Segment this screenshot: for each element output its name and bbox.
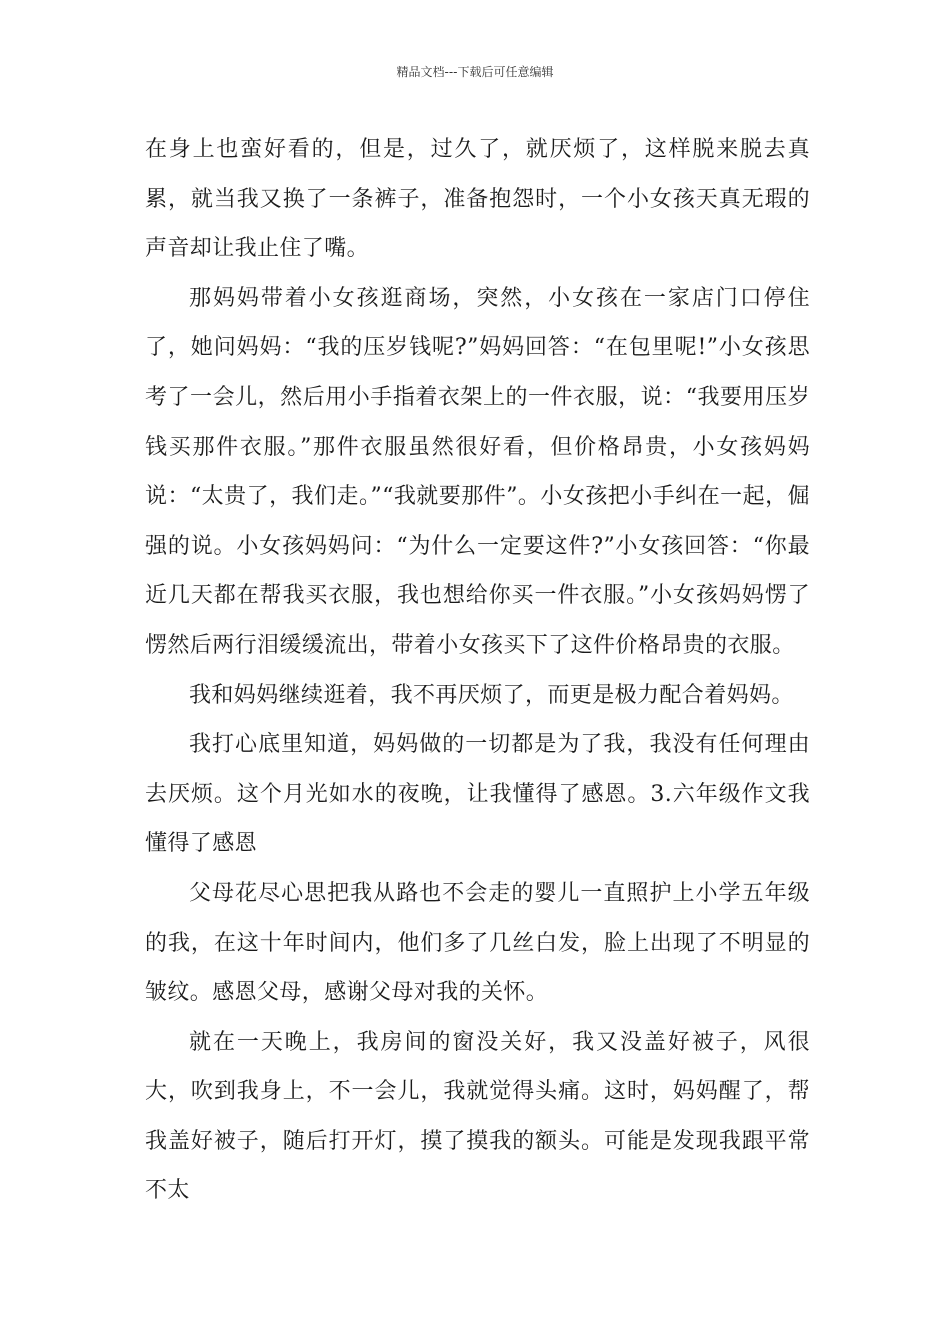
- document-body: [145, 125, 810, 1216]
- paragraph: 那妈妈带着小女孩逛商场，突然，小女孩在一家店门口停住了，她问妈妈：“我的压岁钱呢?”妈妈回答：“在包里呢!”小女孩思考了一会儿，然后用小手指着衣架上的一件衣服，说：“我要用压岁钱买那件衣服。”那件衣服虽然很好看，但价格昂贵，小女孩妈妈说：“太贵了，我们走。”“我就要那件”。小女孩把小手纠在一起，倔强的说。小女孩妈妈问：“为什么一定要这件?”小女孩回答：“你最近几天都在帮我买衣服，我也想给你买一件衣服。”小女孩妈妈愣了愣然后两行泪缓缓流出，带着小女孩买下了这件价格昂贵的衣服。: [145, 285, 810, 658]
- paragraph: 我打心底里知道，妈妈做的一切都是为了我，我没有任何理由去厌烦。这个月光如水的夜晚，让我懂得了感恩。3.六年级作文我懂得了感恩: [145, 732, 810, 857]
- paragraph: 在身上也蛮好看的，但是，过久了，就厌烦了，这样脱来脱去真累，就当我又换了一条裤子，准备抱怨时，一个小女孩天真无瑕的声音却让我止住了嘴。: [145, 137, 810, 262]
- paragraph: 我和妈妈继续逛着，我不再厌烦了，而更是极力配合着妈妈。: [189, 682, 794, 708]
- paragraph: 父母花尽心思把我从路也不会走的婴儿一直照护上小学五年级的我，在这十年时间内，他们多了几丝白发，脸上出现了不明显的皱纹。感恩父母，感谢父母对我的关怀。: [145, 880, 810, 1006]
- page-header: 精品文档---下载后可任意编辑: [396, 65, 554, 79]
- paragraph: 就在一天晚上，我房间的窗没关好，我又没盖好被子，风很大，吹到我身上，不一会儿，我就觉得头痛。这时，妈妈醒了，帮我盖好被子，随后打开灯，摸了摸我的额头。可能是发现我跟平常不太: [145, 1029, 810, 1204]
